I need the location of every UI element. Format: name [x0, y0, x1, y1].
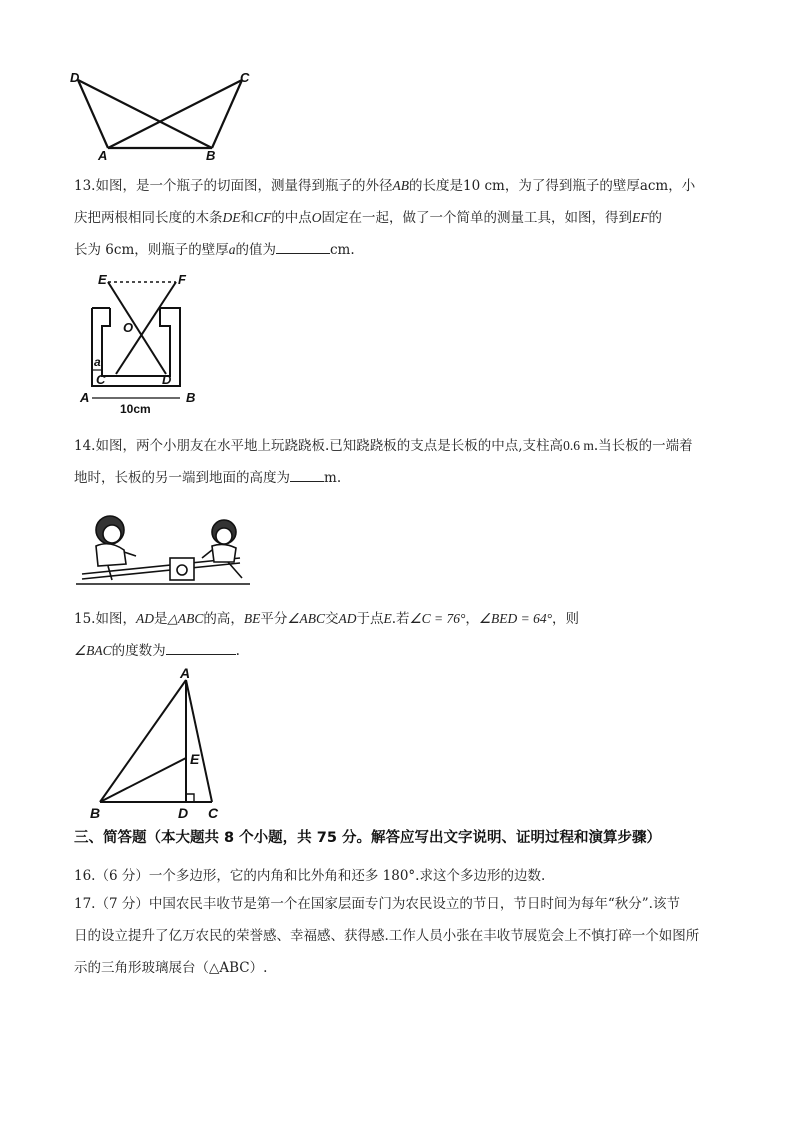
q17-line: 示的三角形玻璃展台（△ABC）. — [74, 960, 268, 976]
segment-EF: EF — [632, 210, 649, 225]
var-a: a — [228, 242, 236, 257]
q13-text: 13.如图，是一个瓶子的切面图，测量得到瓶子的外径 — [74, 178, 393, 194]
q15-text: 于点 — [356, 611, 384, 627]
label-C: C — [240, 70, 250, 85]
q13-text: 的中点 — [271, 210, 312, 226]
segment-AD: AD — [135, 611, 154, 626]
label-D: D — [162, 372, 172, 387]
figure-bottle-section — [76, 268, 206, 418]
angle-BED-value: ∠BED = 64° — [478, 611, 553, 626]
label-F: F — [178, 272, 186, 287]
angle-ABC: ∠ABC — [287, 611, 325, 626]
q13-text: 固定在一起，做了一个简单的测量工具，如图，得到 — [321, 210, 633, 226]
segment-BE: BE — [243, 611, 261, 626]
label-D: D — [178, 805, 189, 821]
label-E: E — [98, 272, 107, 287]
q13-text: 的 — [648, 210, 663, 226]
q15-text: 平分 — [260, 611, 288, 627]
label-C: C — [96, 372, 106, 387]
q14-text: 地时，长板的另一端到地面的高度为 — [74, 470, 290, 486]
q13-text: 的长度是 — [408, 178, 463, 194]
q13-length: 10 cm — [462, 178, 505, 194]
q17-line: 日的设立提升了亿万农民的荣誉感、幸福感、获得感.工作人员小张在丰收节展览会上不慎打碎一个如图所 — [74, 928, 700, 944]
q13-text: ，为了得到瓶子的壁厚acm，小 — [504, 178, 696, 194]
q13-text: 长为 6cm，则瓶子的壁厚 — [74, 242, 229, 258]
figure-seesaw — [74, 500, 254, 590]
question-15 — [74, 603, 724, 667]
q13-text: 的值为 — [235, 242, 276, 258]
label-B: B — [206, 148, 216, 162]
label-D: D — [70, 70, 80, 85]
label-A: A — [98, 148, 108, 162]
q16-text: 16.（6 分）一个多边形，它的内角和比外角和还多 180°.求这个多边形的边数. — [74, 868, 546, 884]
q14-text: . — [336, 470, 342, 486]
point-E: E — [383, 611, 392, 626]
answer-blank[interactable] — [290, 467, 324, 482]
q14-unit: m — [324, 470, 337, 486]
q13-unit: cm. — [330, 242, 355, 258]
answer-blank[interactable] — [166, 640, 236, 655]
label-a: a — [94, 355, 101, 369]
segment-AD: AD — [338, 611, 357, 626]
q17-line: 17.（7 分）中国农民丰收节是第一个在国家层面专门为农民设立的节日，节日时间为每年“秋分”.该节 — [74, 896, 680, 912]
q13-text: 庆把两根相同长度的木条 — [74, 210, 223, 226]
figure-crossed-triangles — [68, 66, 258, 162]
q15-text: ，则 — [552, 611, 580, 627]
answer-blank[interactable] — [276, 239, 330, 254]
label-B: B — [90, 805, 101, 821]
label-A: A — [180, 666, 191, 681]
point-O: O — [311, 210, 322, 225]
segment-CF: CF — [254, 210, 272, 225]
question-13 — [74, 170, 724, 266]
label-O: O — [123, 320, 134, 335]
q14-text: 14.如图，两个小朋友在水平地上玩跷跷板.已知跷跷板的支点是长板的中点,支柱高 — [74, 438, 564, 454]
segment-DE: DE — [222, 210, 241, 225]
angle-C-value: ∠C = 76° — [409, 611, 466, 626]
q15-text: 15.如图， — [74, 611, 136, 627]
label-C: C — [208, 805, 219, 821]
segment-AB: AB — [392, 178, 409, 193]
label-10cm: 10cm — [120, 402, 151, 416]
q15-text: 的度数为 — [111, 643, 166, 659]
question-14 — [74, 430, 724, 494]
section-heading: 三、简答题（本大题共 8 个小题，共 75 分。解答应写出文字说明、证明过程和演算步骤） — [74, 830, 661, 846]
q15-text: 的高， — [203, 611, 244, 627]
label-A: A — [80, 390, 90, 405]
q15-text: . — [235, 643, 240, 659]
question-17 — [74, 888, 724, 984]
label-B: B — [186, 390, 196, 405]
q15-text: .若 — [391, 611, 410, 627]
q15-text: 是 — [153, 611, 168, 627]
q14-text: .当长板的一端着 — [593, 438, 693, 454]
angle-BAC: ∠BAC — [74, 643, 112, 658]
q15-text: ， — [465, 611, 479, 627]
figure-triangle-ABC — [86, 666, 236, 822]
q15-text: 交 — [324, 611, 339, 627]
q13-text: 和 — [240, 210, 254, 226]
triangle-ABC: △ABC — [167, 611, 204, 626]
label-E: E — [190, 751, 200, 767]
q14-height: 0.6 m — [563, 438, 594, 453]
